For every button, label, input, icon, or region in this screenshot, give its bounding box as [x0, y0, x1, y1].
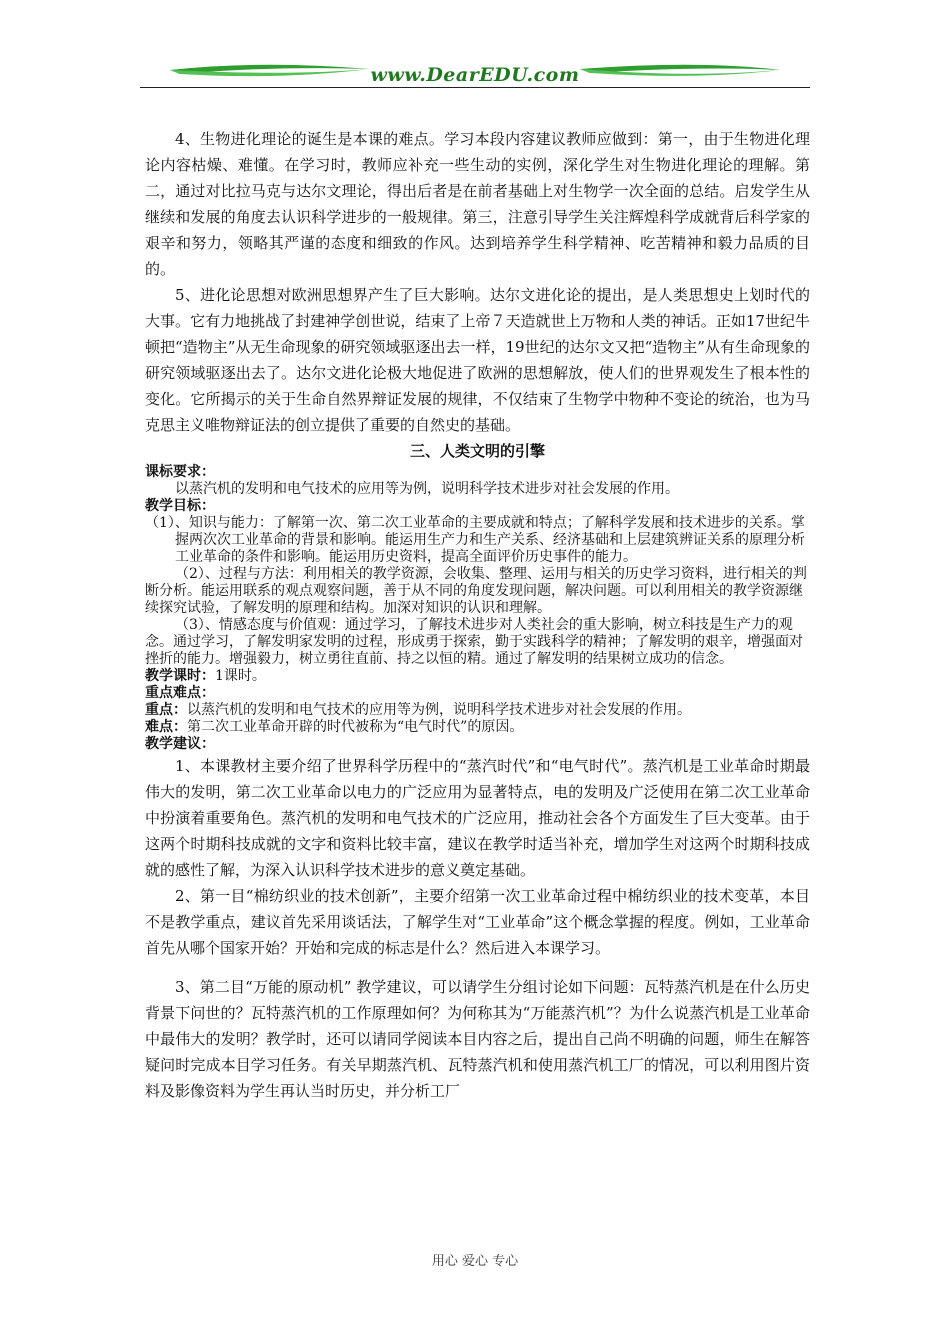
goal-1: （1）、知识与能力：了解第一次、第二次工业革命的主要成就和特点；了解科学发展和技术进步的关系。掌握两次次工业革命的背景和影响。能运用生产力和生产关系、经济基础和上层建筑辨证关系的原理分析工业革命的条件和影响。能运用历史资料，提高全面评价历史事件的能力。 — [145, 515, 805, 565]
suggestions-label: 教学建议： — [145, 736, 215, 752]
suggestion-2: 2、第一目“棉纺织业的技术创新”，主要介绍第一次工业革命过程中棉纺织业的技术变革，本目不是教学重点，建议首先采用谈话法，了解学生对“工业革命”这个概念掌握的程度。例如，工业革命首先从哪个国家开始？开始和完成的标志是什么？然后进入本课学习。 — [145, 887, 810, 957]
key-point-line — [145, 702, 810, 719]
key-point-label: 重点： — [145, 702, 187, 718]
difficult-point-label: 难点： — [145, 719, 187, 735]
site-logo-text: www.DearEDU.com — [370, 64, 580, 86]
hours-line — [145, 668, 810, 685]
goals-heading — [145, 498, 810, 515]
suggestions-heading — [145, 736, 810, 753]
difficult-point-text: 第二次工业革命开辟的时代被称为“电气时代”的原因。 — [187, 719, 524, 735]
key-point-text: 以蒸汽机的发明和电气技术的应用等为例，说明科学技术进步对社会发展的作用。 — [187, 702, 691, 718]
hours-value: 1课时。 — [215, 668, 266, 684]
goals-label: 教学目标： — [145, 498, 215, 514]
document-body — [145, 126, 810, 1104]
suggestion-3: 3、第二目“万能的原动机” 教学建议，可以请学生分组讨论如下问题：瓦特蒸汽机是在什么历史背景下问世的？瓦特蒸汽机的工作原理如何？为何称其为“万能蒸汽机”？为什么说蒸汽机是工业革命中最伟大的发明？教学时，还可以请同学阅读本目内容之后，提出自己尚不明确的问题，师生在解答疑问时完成本目学习任务。有关早期蒸汽机、瓦特蒸汽机和使用蒸汽机工厂的情况，可以利用图片资料及影像资料为学生再认当时历史，并分析工厂 — [145, 978, 810, 1100]
spacer — [145, 961, 810, 974]
paragraph-4: 4、生物进化理论的诞生是本课的难点。学习本段内容建议教师应做到：第一，由于生物进化理论内容枯燥、难懂。在学习时，教师应补充一些生动的实例，深化学生对生物进化理论的理解。第二，通过对比拉马克与达尔文理论，得出后者是在前者基础上对生物学一次全面的总结。启发学生从继续和发展的角度去认识科学进步的一般规律。第三，注意引导学生关注辉煌科学成就背后科学家的艰辛和努力，领略其严谨的态度和细致的作风。达到培养学生科学精神、吃苦精神和毅力品质的目的。 — [145, 130, 810, 278]
difficult-point-line — [145, 719, 810, 736]
section-title: 三、人类文明的引擎 — [409, 442, 545, 460]
header-divider — [140, 87, 810, 88]
standard-heading — [145, 464, 810, 481]
standard-text: 以蒸汽机的发明和电气技术的应用等为例，说明科学技术进步对社会发展的作用。 — [175, 481, 679, 497]
paragraph-5: 5、进化论思想对欧洲思想界产生了巨大影响。达尔文进化论的提出，是人类思想史上划时代的大事。它有力地挑战了封建神学创世说，结束了上帝７天造就世上万物和人类的神话。正如17世纪牛顿把“造物主”从无生命现象的研究领域驱逐出去一样，19世纪的达尔文又把“造物主”从有生命现象的研究领域驱逐出去了。达尔文进化论极大地促进了欧洲的思想解放，使人们的世界观发生了根本性的变化。它所揭示的关于生命自然界辩证发展的规律，不仅结束了生物学中物种不变论的统治，也为马克思主义唯物辩证法的创立提供了重要的自然史的基础。 — [145, 286, 810, 434]
key-difficult-heading — [145, 685, 810, 702]
goal-3: （3）、情感态度与价值观：通过学习，了解技术进步对人类社会的重大影响，树立科技是生产力的观念。通过学习，了解发明家发明的过程，形成勇于探索，勤于实践科学的精神；了解发明的艰辛，增强面对挫折的能力。增强毅力，树立勇往直前、持之以恒的精。通过了解发明的结果树立成功的信念。 — [145, 617, 803, 667]
key-difficult-label: 重点难点： — [145, 685, 215, 701]
suggestion-1: 1、本课教材主要介绍了世界科学历程中的“蒸汽时代”和“电气时代”。蒸汽机是工业革命时期最伟大的发明，第二次工业革命以电力的广泛应用为显著特点，电的发明及广泛使用在第二次工业革命中扮演着重要角色。蒸汽机的发明和电气技术的广泛应用，推动社会各个方面发生了巨大变革。由于这两个时期科技成就的文字和资料比较丰富，建议在教学时适当补充，增加学生对这两个时期科技成就的感性了解，为深入认识科学技术进步的意义奠定基础。 — [145, 757, 810, 879]
standard-label: 课标要求： — [145, 464, 215, 480]
hours-label: 教学课时： — [145, 668, 215, 684]
page-header — [140, 56, 810, 92]
goal-2: （2）、过程与方法：利用相关的教学资源，会收集、整理、运用与相关的历史学习资料，进行相关的判断分析。能运用联系的观点观察问题，善于从不同的角度发现问题，解决问题。可以利用相关的教学资源继续探究试验，了解发明的原理和结构。加深对知识的认识和理解。 — [145, 566, 807, 616]
page-footer: 用心 爱心 专心 — [431, 1254, 519, 1269]
